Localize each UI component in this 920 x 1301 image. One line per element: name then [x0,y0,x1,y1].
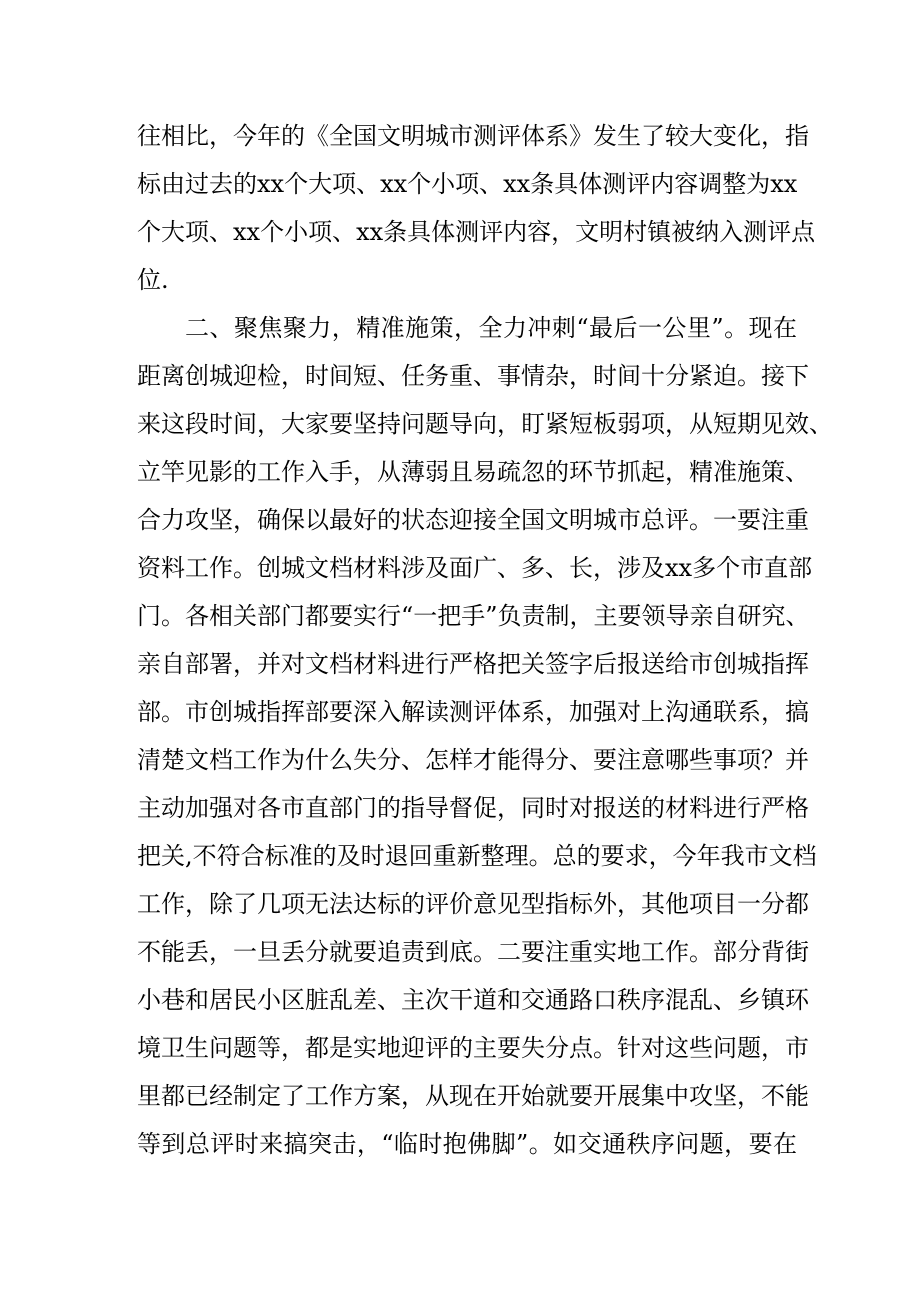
text-line: 距离创城迎检，时间短、任务重、事情杂，时间十分紧迫。接下 [137,362,809,390]
text-line: 清楚文档工作为什么失分、怎样才能得分、要注意哪些事项？并 [137,746,809,774]
text-line: 往相比，今年的《全国文明城市测评体系》发生了较大变化，指 [137,122,809,150]
text-line: 亲自部署，并对文档材料进行严格把关签字后报送给市创城指挥 [137,650,809,678]
section-heading-line: 二、聚焦聚力，精准施策，全力冲刺“最后一公里”。现在 [185,314,797,342]
text-line: 不能丢，一旦丢分就要追责到底。二要注重实地工作。部分背街 [137,938,809,966]
text-line: 位. [137,266,169,294]
text-line: 主动加强对各市直部门的指导督促，同时对报送的材料进行严格 [137,794,809,822]
text-line: 部。市创城指挥部要深入解读测评体系，加强对上沟通联系，搞 [137,698,809,726]
text-line: 资料工作。创城文档材料涉及面广、多、长，涉及xx多个市直部 [137,554,813,582]
text-line: 小巷和居民小区脏乱差、主次干道和交通路口秩序混乱、乡镇环 [137,986,809,1014]
text-line: 把关,不符合标准的及时退回重新整理。总的要求，今年我市文档 [137,842,817,870]
text-line: 来这段时间，大家要坚持问题导向，盯紧短板弱项，从短期见效、 [137,410,833,438]
text-line: 等到总评时来搞突击，“临时抱佛脚”。如交通秩序问题，要在 [137,1130,797,1158]
text-line: 标由过去的xx个大项、xx个小项、xx条具体测评内容调整为xx [137,170,798,198]
text-line: 门。各相关部门都要实行“一把手”负责制，主要领导亲自研究、 [137,602,810,630]
text-line: 合力攻坚，确保以最好的状态迎接全国文明城市总评。一要注重 [137,506,809,534]
text-line: 里都已经制定了工作方案，从现在开始就要开展集中攻坚，不能 [137,1082,809,1110]
text-line: 立竿见影的工作入手，从薄弱且易疏忽的环节抓起，精准施策、 [137,458,809,486]
text-line: 个大项、xx个小项、xx条具体测评内容，文明村镇被纳入测评点 [137,218,816,246]
text-line: 境卫生问题等，都是实地迎评的主要失分点。针对这些问题，市 [137,1034,809,1062]
text-line: 工作，除了几项无法达标的评价意见型指标外，其他项目一分都 [137,890,809,918]
